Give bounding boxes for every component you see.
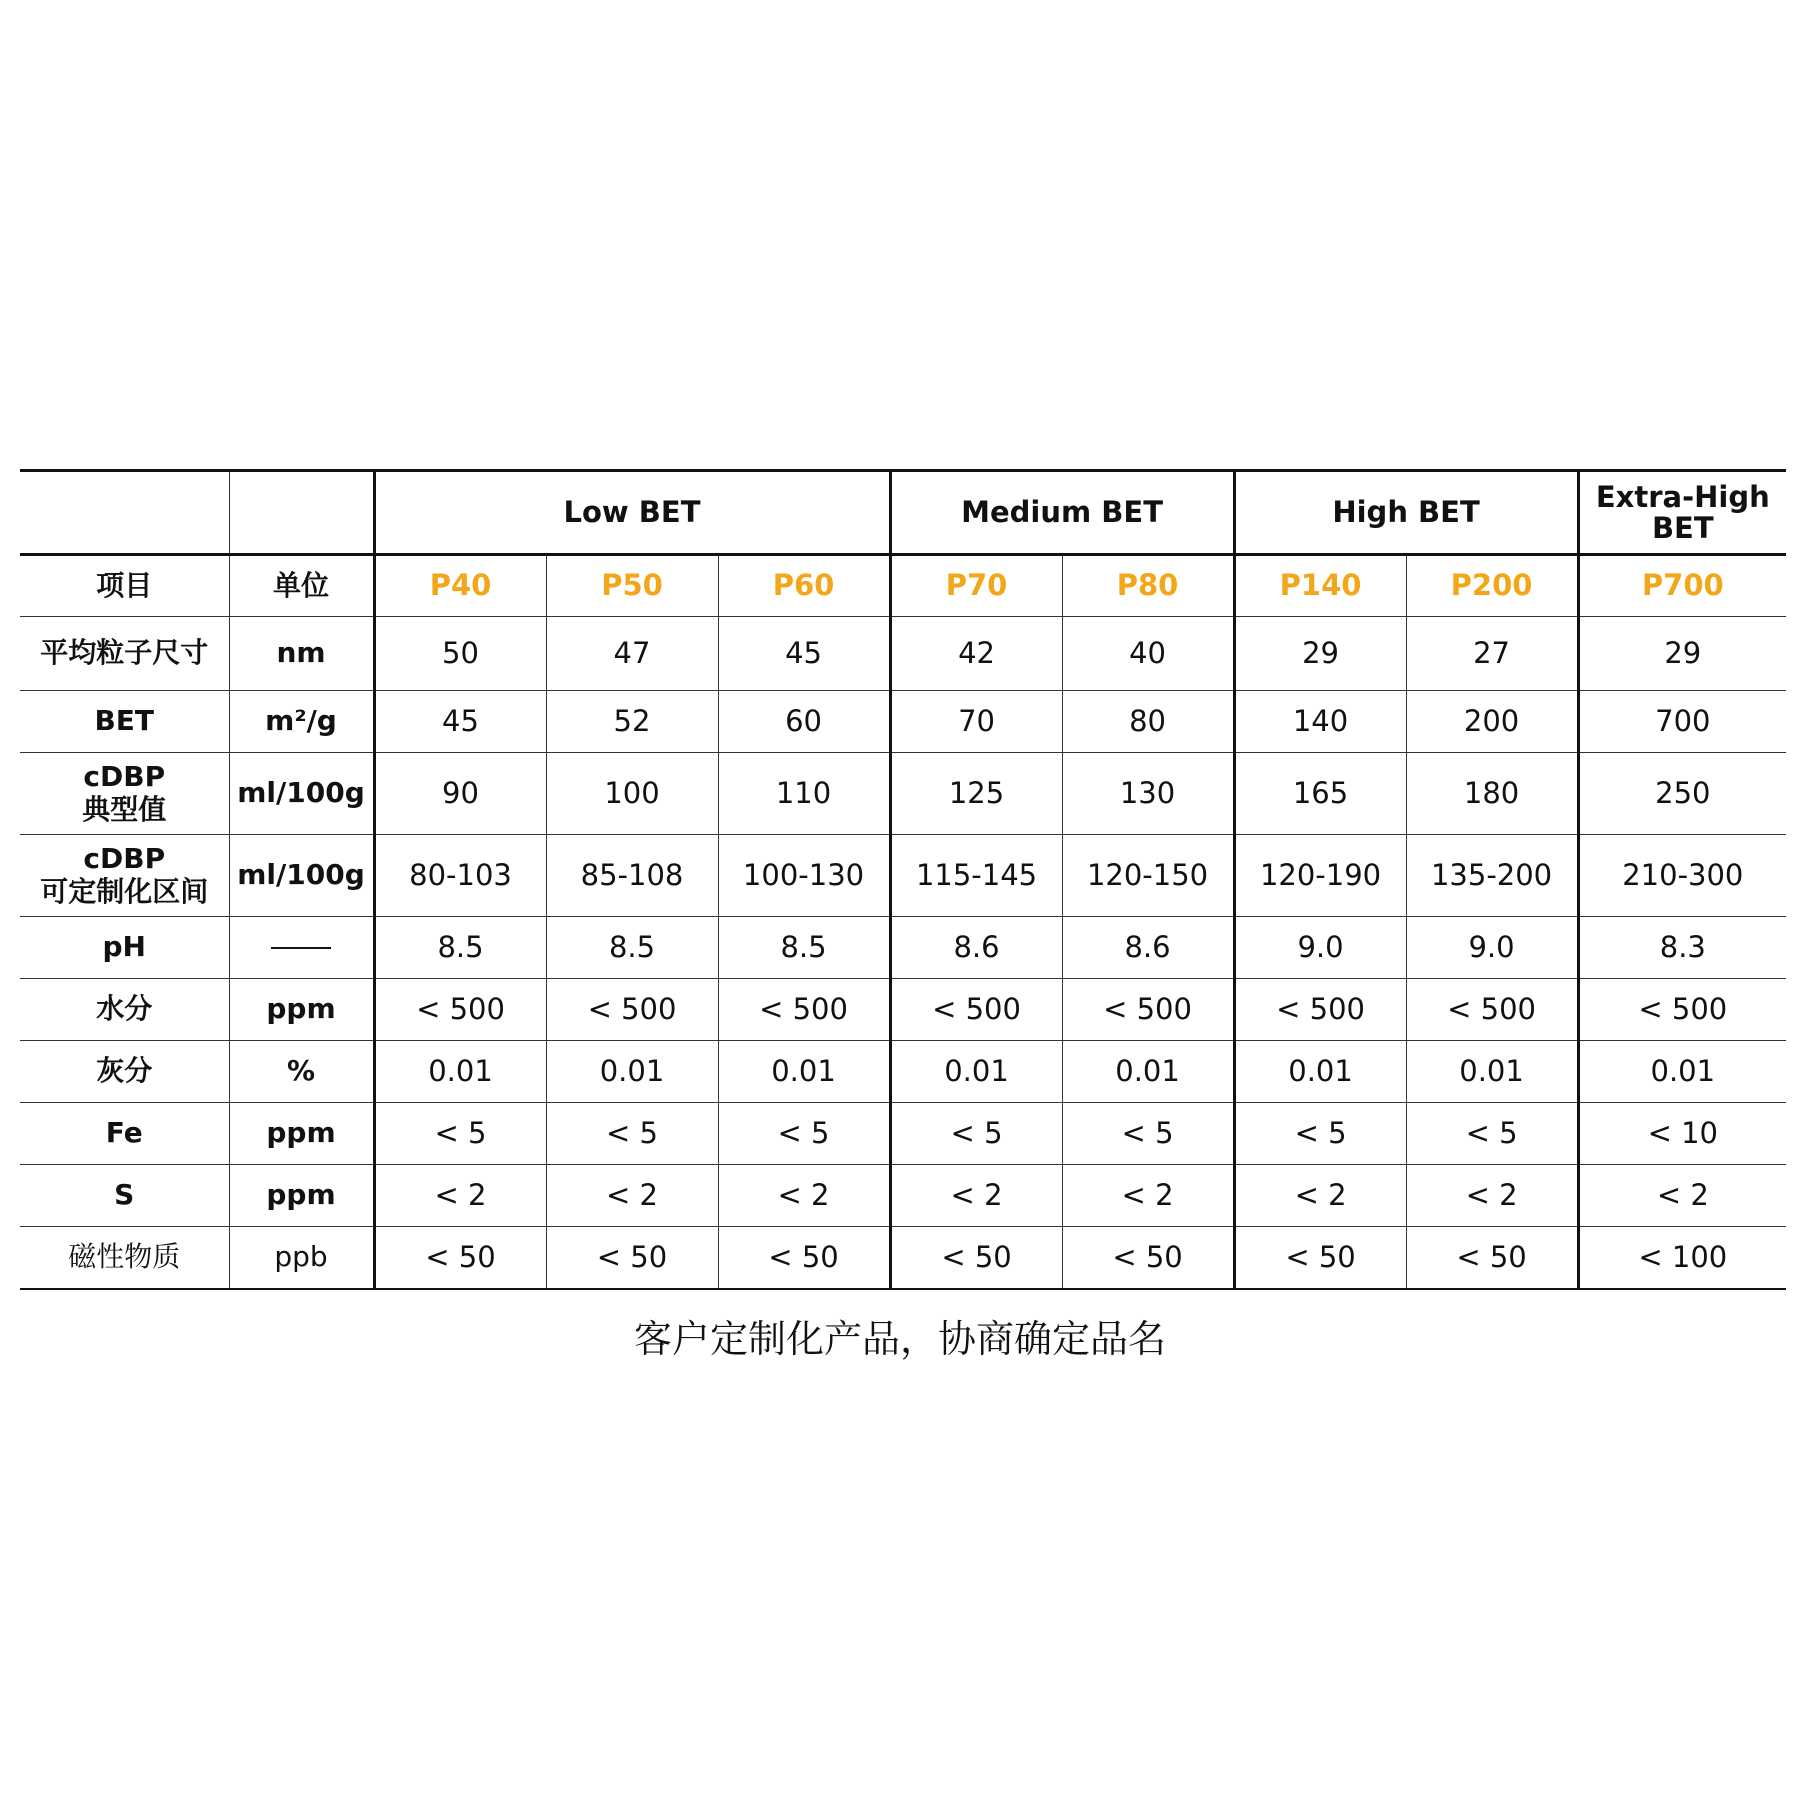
value-cell: < 100 (1578, 1227, 1786, 1289)
row-unit: ppm (229, 979, 374, 1041)
blank-cell-unit (229, 471, 374, 555)
value-cell: < 500 (374, 979, 546, 1041)
grade-p140: P140 (1234, 555, 1406, 617)
value-cell: 80 (1062, 691, 1234, 753)
group-high-bet: High BET (1234, 471, 1578, 555)
value-cell: 8.3 (1578, 917, 1786, 979)
row-unit (229, 917, 374, 979)
table-row (20, 1227, 1786, 1289)
table-row (20, 835, 1786, 917)
blank-cell-item (20, 471, 229, 555)
value-cell: 40 (1062, 617, 1234, 691)
spec-table (20, 469, 1786, 1290)
value-cell: < 5 (1062, 1103, 1234, 1165)
row-label: pH (20, 917, 229, 979)
grade-p200: P200 (1406, 555, 1578, 617)
value-cell: 120-150 (1062, 835, 1234, 917)
value-cell: 80-103 (374, 835, 546, 917)
value-cell: < 2 (1062, 1165, 1234, 1227)
value-cell: 700 (1578, 691, 1786, 753)
value-cell: < 2 (1578, 1165, 1786, 1227)
value-cell: 45 (718, 617, 890, 691)
value-cell: < 500 (1234, 979, 1406, 1041)
value-cell: 27 (1406, 617, 1578, 691)
value-cell: 0.01 (1062, 1041, 1234, 1103)
value-cell: 8.6 (1062, 917, 1234, 979)
table-row (20, 617, 1786, 691)
value-cell: < 5 (1234, 1103, 1406, 1165)
grade-header-row (20, 555, 1786, 617)
value-cell: 110 (718, 753, 890, 835)
group-extra-high-bet: Extra-High BET (1578, 471, 1786, 555)
value-cell: 0.01 (1234, 1041, 1406, 1103)
value-cell: < 500 (718, 979, 890, 1041)
value-cell: 115-145 (890, 835, 1062, 917)
row-label: 平均粒子尺寸 (20, 617, 229, 691)
grade-p80: P80 (1062, 555, 1234, 617)
grade-p60: P60 (718, 555, 890, 617)
value-cell: < 50 (718, 1227, 890, 1289)
value-cell: 42 (890, 617, 1062, 691)
value-cell: 0.01 (546, 1041, 718, 1103)
value-cell: < 500 (890, 979, 1062, 1041)
value-cell: < 50 (374, 1227, 546, 1289)
item-header: 项目 (20, 555, 229, 617)
table-row (20, 1103, 1786, 1165)
row-label: BET (20, 691, 229, 753)
group-header-row (20, 471, 1786, 555)
value-cell: 100 (546, 753, 718, 835)
value-cell: 8.5 (718, 917, 890, 979)
grade-p70: P70 (890, 555, 1062, 617)
value-cell: 0.01 (1406, 1041, 1578, 1103)
unit-header: 单位 (229, 555, 374, 617)
row-label: cDBP 典型值 (20, 753, 229, 835)
value-cell: < 5 (890, 1103, 1062, 1165)
row-unit: ppm (229, 1103, 374, 1165)
value-cell: < 5 (546, 1103, 718, 1165)
value-cell: 0.01 (1578, 1041, 1786, 1103)
value-cell: 60 (718, 691, 890, 753)
value-cell: < 50 (1234, 1227, 1406, 1289)
value-cell: 165 (1234, 753, 1406, 835)
value-cell: 0.01 (718, 1041, 890, 1103)
table-row (20, 691, 1786, 753)
row-unit: ml/100g (229, 753, 374, 835)
row-label: 水分 (20, 979, 229, 1041)
value-cell: < 2 (1234, 1165, 1406, 1227)
row-unit: % (229, 1041, 374, 1103)
value-cell: 29 (1578, 617, 1786, 691)
row-unit: ml/100g (229, 835, 374, 917)
value-cell: < 2 (546, 1165, 718, 1227)
value-cell: 90 (374, 753, 546, 835)
table-row (20, 1165, 1786, 1227)
value-cell: < 2 (374, 1165, 546, 1227)
table-row (20, 1041, 1786, 1103)
table-row (20, 979, 1786, 1041)
value-cell: 47 (546, 617, 718, 691)
value-cell: < 10 (1578, 1103, 1786, 1165)
value-cell: 52 (546, 691, 718, 753)
value-cell: 0.01 (374, 1041, 546, 1103)
value-cell: < 50 (546, 1227, 718, 1289)
table-row (20, 753, 1786, 835)
value-cell: 9.0 (1406, 917, 1578, 979)
value-cell: < 500 (1406, 979, 1578, 1041)
row-unit: ppb (229, 1227, 374, 1289)
value-cell: < 2 (890, 1165, 1062, 1227)
value-cell: 8.5 (374, 917, 546, 979)
row-unit: ppm (229, 1165, 374, 1227)
row-label: S (20, 1165, 229, 1227)
row-label: 灰分 (20, 1041, 229, 1103)
value-cell: < 50 (1406, 1227, 1578, 1289)
value-cell: 8.6 (890, 917, 1062, 979)
value-cell: 135-200 (1406, 835, 1578, 917)
value-cell: < 5 (1406, 1103, 1578, 1165)
value-cell: 45 (374, 691, 546, 753)
value-cell: < 2 (1406, 1165, 1578, 1227)
row-label: cDBP 可定制化区间 (20, 835, 229, 917)
value-cell: 8.5 (546, 917, 718, 979)
value-cell: 9.0 (1234, 917, 1406, 979)
group-medium-bet: Medium BET (890, 471, 1234, 555)
group-low-bet: Low BET (374, 471, 890, 555)
grade-p50: P50 (546, 555, 718, 617)
footer-note: 客户定制化产品，协商确定品名 (633, 1317, 1166, 1361)
value-cell: 200 (1406, 691, 1578, 753)
value-cell: 120-190 (1234, 835, 1406, 917)
value-cell: < 50 (1062, 1227, 1234, 1289)
value-cell: 0.01 (890, 1041, 1062, 1103)
value-cell: < 500 (1062, 979, 1234, 1041)
value-cell: 100-130 (718, 835, 890, 917)
value-cell: 210-300 (1578, 835, 1786, 917)
value-cell: < 50 (890, 1227, 1062, 1289)
grade-p40: P40 (374, 555, 546, 617)
unit-dash (271, 947, 331, 949)
value-cell: < 5 (374, 1103, 546, 1165)
value-cell: 85-108 (546, 835, 718, 917)
value-cell: < 5 (718, 1103, 890, 1165)
row-label: 磁性物质 (20, 1227, 229, 1289)
value-cell: 140 (1234, 691, 1406, 753)
row-unit: m²/g (229, 691, 374, 753)
table-row (20, 917, 1786, 979)
value-cell: 130 (1062, 753, 1234, 835)
value-cell: < 2 (718, 1165, 890, 1227)
row-unit: nm (229, 617, 374, 691)
value-cell: 70 (890, 691, 1062, 753)
value-cell: < 500 (546, 979, 718, 1041)
grade-p700: P700 (1578, 555, 1786, 617)
value-cell: 250 (1578, 753, 1786, 835)
value-cell: 50 (374, 617, 546, 691)
value-cell: 125 (890, 753, 1062, 835)
row-label: Fe (20, 1103, 229, 1165)
value-cell: < 500 (1578, 979, 1786, 1041)
value-cell: 180 (1406, 753, 1578, 835)
value-cell: 29 (1234, 617, 1406, 691)
